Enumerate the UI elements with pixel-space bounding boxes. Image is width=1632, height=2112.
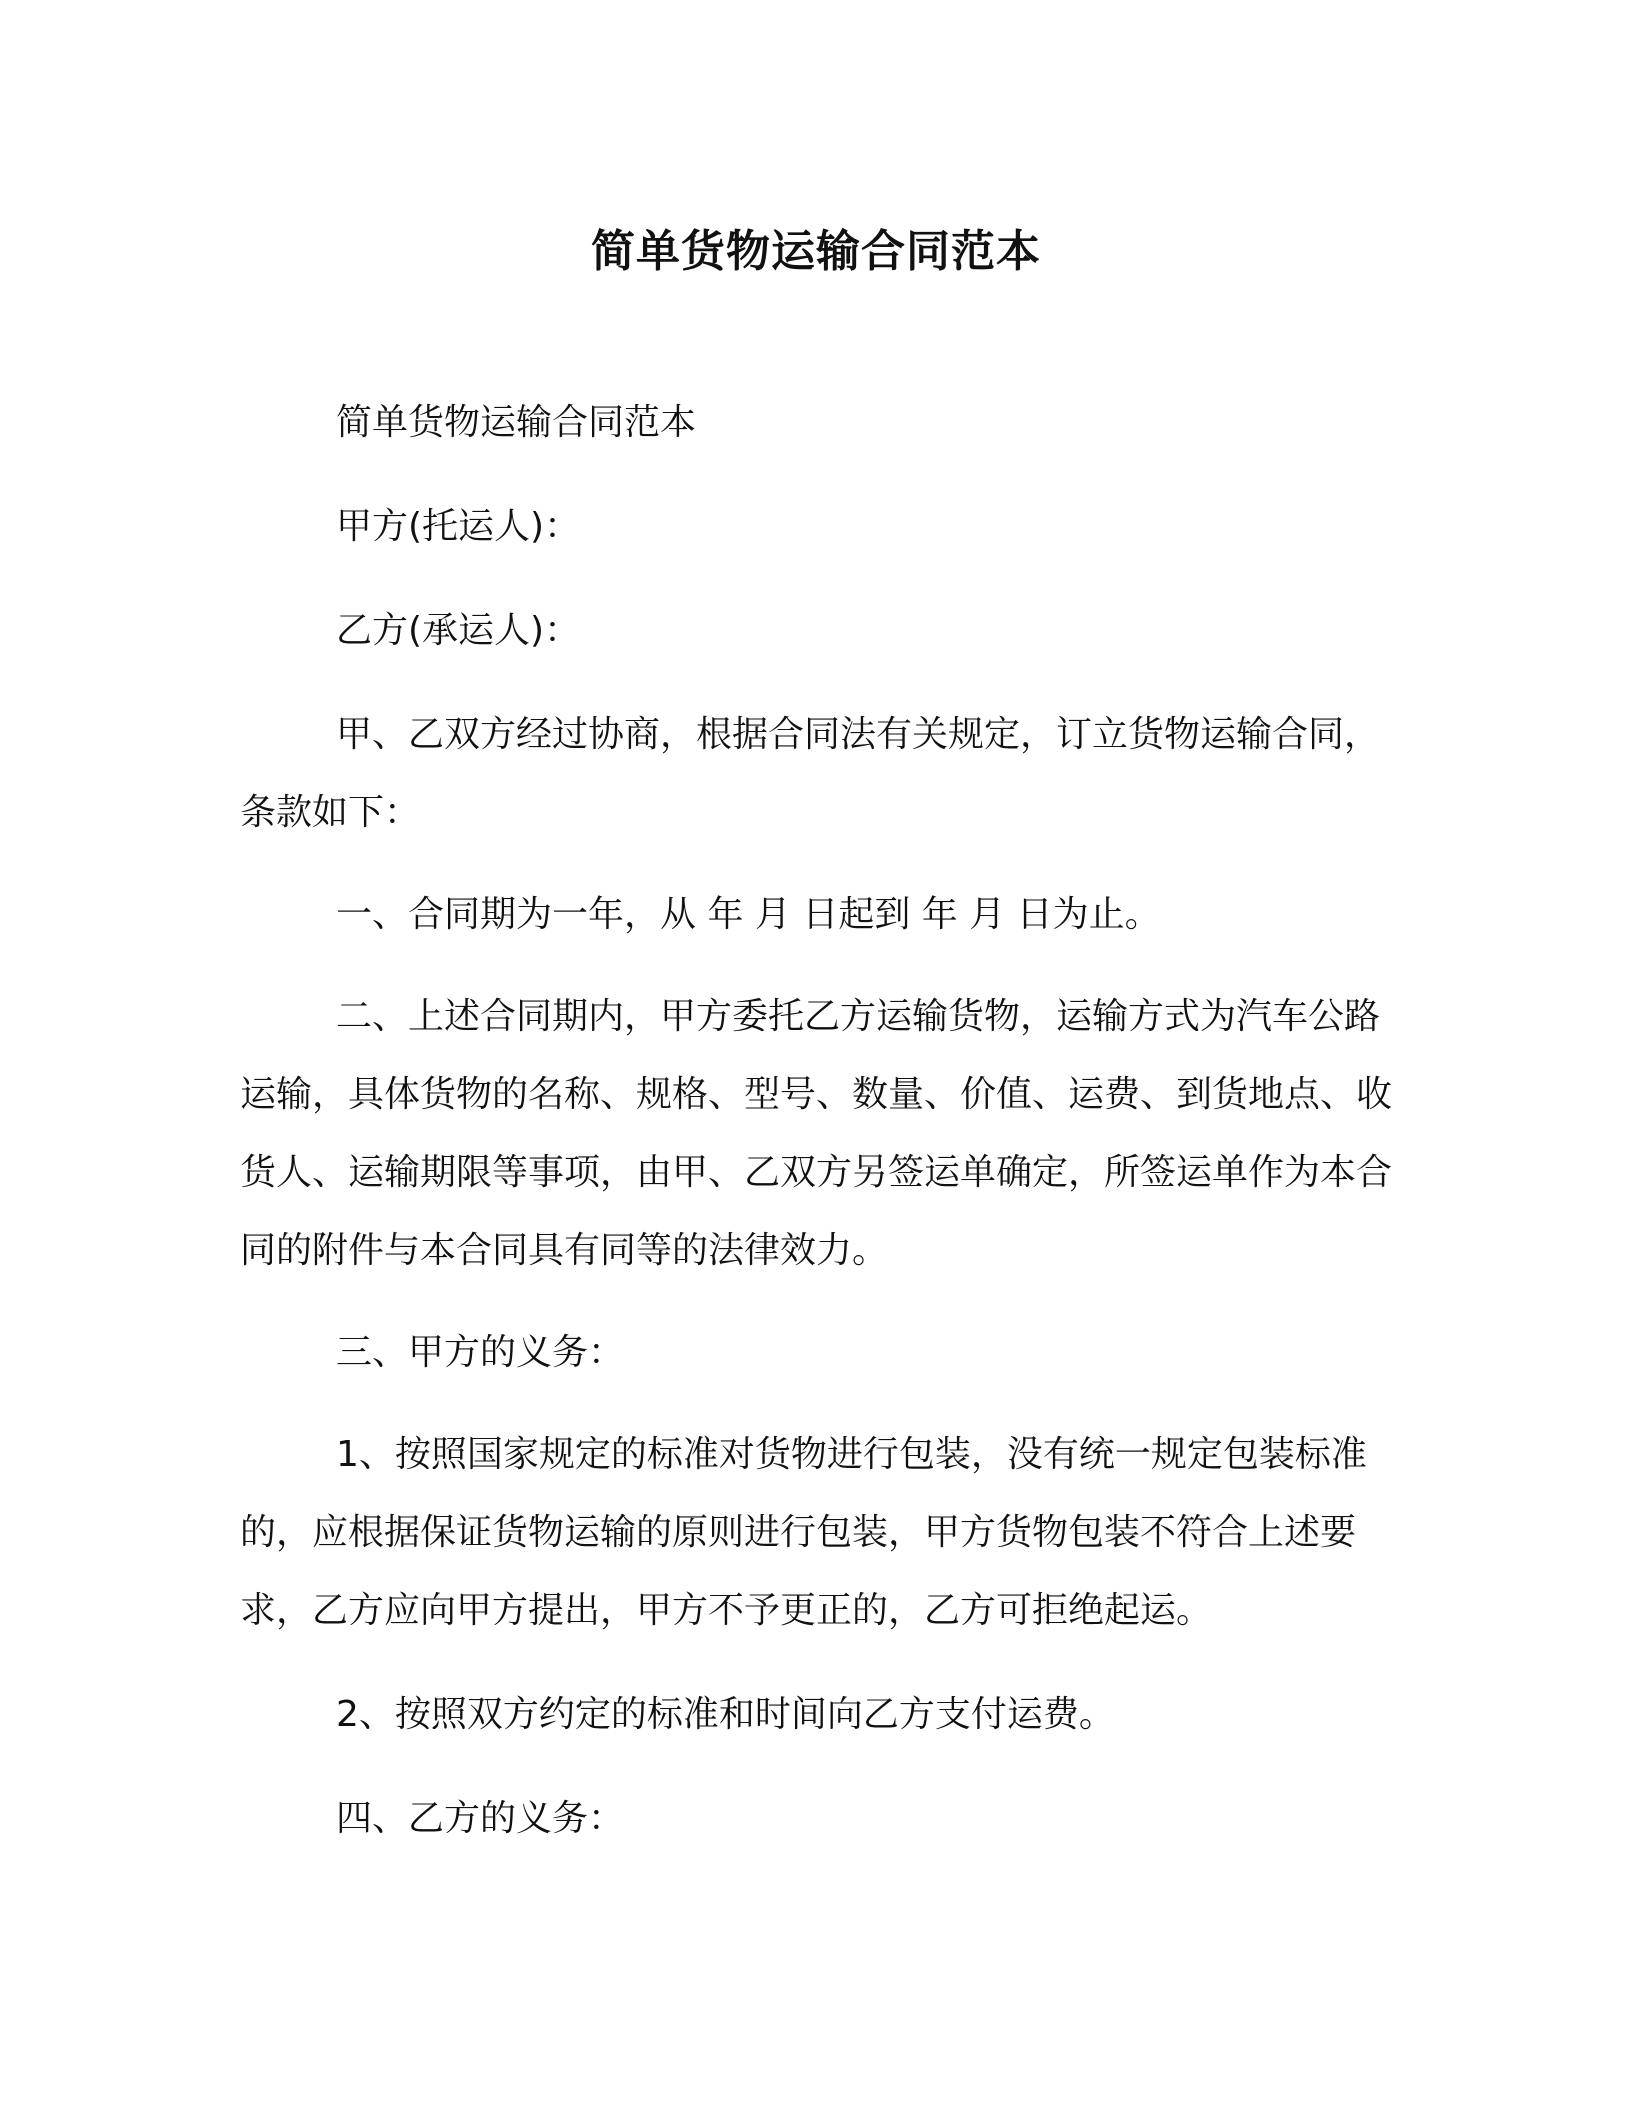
intro-paragraph: 甲、乙双方经过协商，根据合同法有关规定，订立货物运输合同，条款如下： xyxy=(240,714,1381,833)
party-b-line: 乙方(承运人)： xyxy=(336,610,581,651)
clause-3-item-2: 2、按照双方约定的标准和时间向乙方支付运费。 xyxy=(336,1694,1115,1735)
clause-2: 二、上述合同期内，甲方委托乙方运输货物，运输方式为汽车公路运输，具体货物的名称、规格、型号、数量、价值、运费、到货地点、收货人、运输期限等事项，由甲、乙双方另签运单确定，所签运单作为本合同的附件与本合同具有同等的法律效力。 xyxy=(240,996,1393,1271)
clause-3-heading: 三、甲方的义务： xyxy=(336,1332,625,1373)
document-title: 简单货物运输合同范本 xyxy=(591,226,1041,277)
document-subtitle: 简单货物运输合同范本 xyxy=(336,402,697,443)
clause-1: 一、合同期为一年，从 年 月 日起到 年 月 日为止。 xyxy=(336,894,1161,935)
clause-3-item-1: 1、按照国家规定的标准对货物进行包装，没有统一规定包装标准的，应根据保证货物运输的原则进行包装，甲方货物包装不符合上述要求，乙方应向甲方提出，甲方不予更正的，乙方可拒绝起运。 xyxy=(240,1434,1367,1631)
party-a-line: 甲方(托运人)： xyxy=(336,506,581,547)
clause-4-heading: 四、乙方的义务： xyxy=(336,1798,625,1839)
